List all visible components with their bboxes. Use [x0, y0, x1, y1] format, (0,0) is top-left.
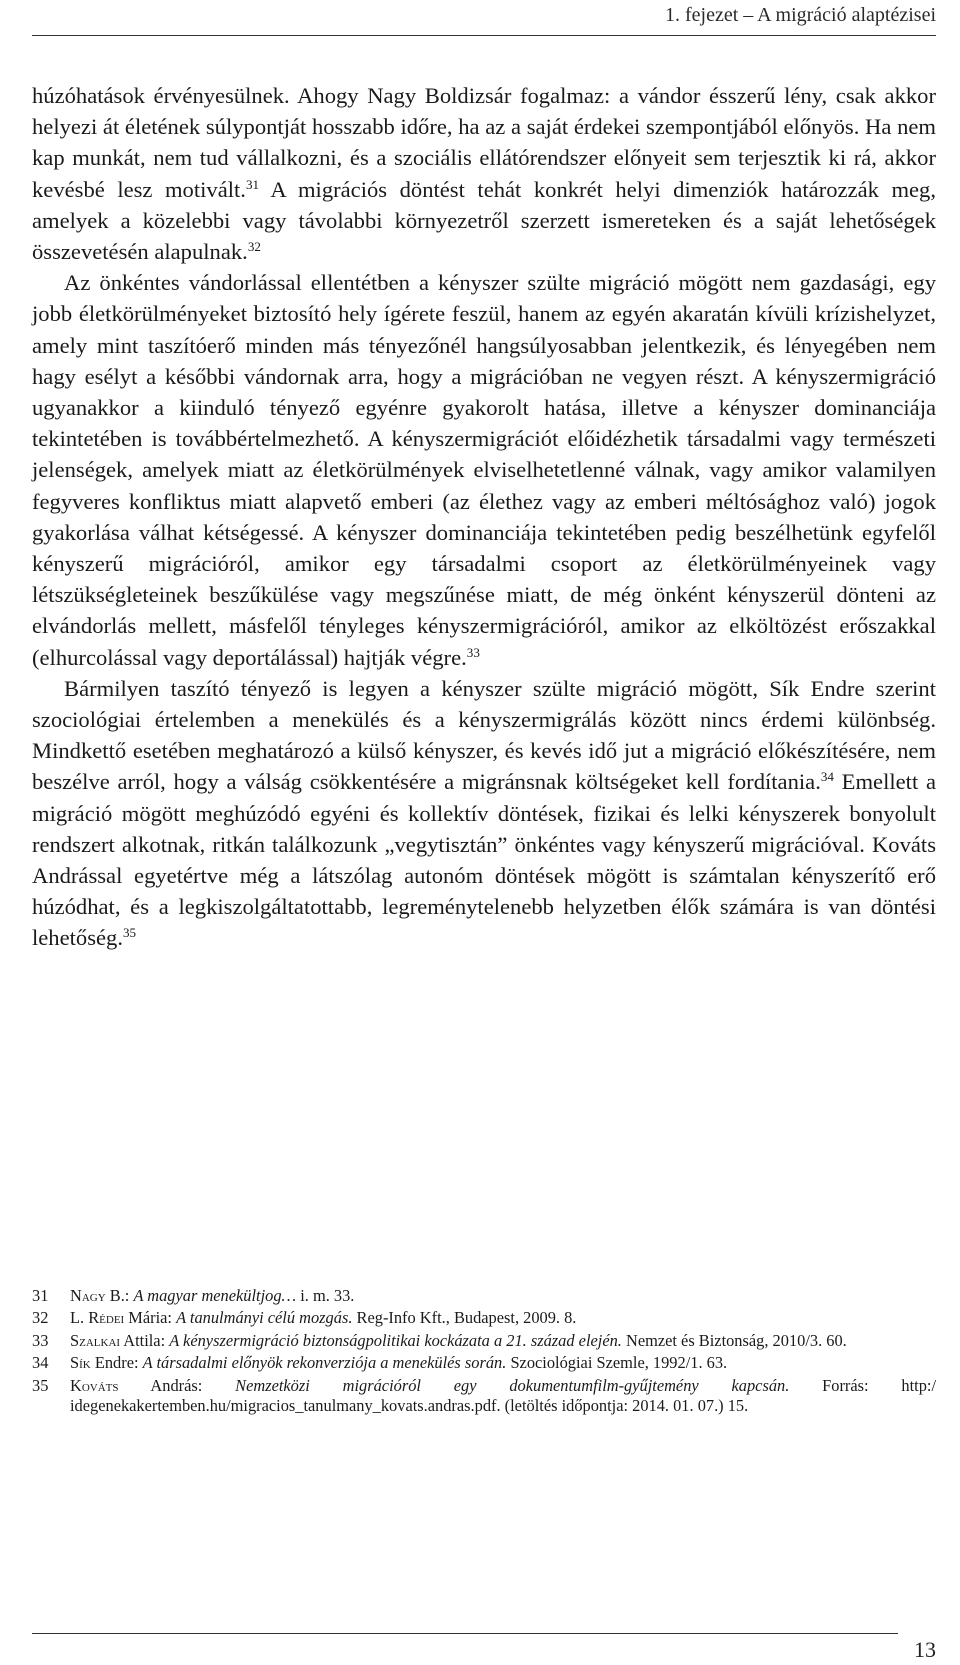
footnote-number: 31 — [32, 1286, 49, 1305]
footnote-author: Rédei — [88, 1308, 125, 1328]
footnote-text — [70, 1331, 936, 1351]
paragraph-1-text-a: húzóhatások érvényesülnek. Ahogy Nagy Boldizsár fogalmaz: a vándor ésszerű lény, csak akkor helyezi át életének súlypontját hosszabb időre, ha az a saját érdekei szempontjából előnyös. Ha nem kap munkát, nem tud vállalkozni, és a szociális ellátórendszer előnyeit sem terjesztik ki rá, akkor kevésbé lesz motivált. — [32, 83, 936, 202]
footnote-ref-35[interactable]: 35 — [122, 925, 137, 941]
footnote-rest: Forrás: http:/ idegenekakertemben.hu/migracios_tanulmany_kovats.andras.pdf. (letöltés időpontja: 2014. 01. 07.) 15. — [70, 1375, 936, 1416]
footnote-text — [70, 1376, 936, 1417]
footnote-title: A tanulmányi célú mozgás. — [176, 1308, 353, 1328]
footnote-author: Nagy B. — [70, 1286, 125, 1305]
footnote-separator: Mária: — [124, 1308, 177, 1328]
footnote-author: Sík — [70, 1353, 91, 1373]
footnote-ref-31[interactable]: 31 — [245, 176, 260, 192]
paragraph-3-text-b: Emellett a migráció mögött meghúzódó egyéni és kollektív döntések, fizikai és lelki kényszerek bonyolult rendszert alkotnak, ritkán találkozunk „vegytisztán” önkéntes vagy kényszerű migrációval. Kováts Andrással egyetértve még a látszólag autonóm döntések mögött is számtalan kényszerítő erő húzódhat, és a legkiszolgáltatottabb, legreménytelenebb helyzetben élők számára is van döntési lehetőség. — [32, 769, 936, 951]
footnote-title: A magyar menekültjog… — [133, 1286, 297, 1305]
footnote-number: 33 — [32, 1330, 49, 1350]
body-text — [32, 80, 936, 954]
footnote-separator: : — [124, 1286, 134, 1305]
footnote-33 — [32, 1331, 936, 1351]
paragraph-1 — [32, 80, 936, 267]
footnote-35 — [32, 1376, 936, 1417]
footnote-text — [70, 1286, 936, 1306]
footnote-34 — [32, 1353, 936, 1373]
footnote-number: 35 — [32, 1375, 49, 1395]
footnote-32 — [32, 1308, 936, 1328]
paragraph-2 — [32, 267, 936, 673]
footnote-title: A társadalmi előnyök rekonverziója a menekülés során. — [142, 1353, 507, 1373]
footnote-rest: Szociológiai Szemle, 1992/1. 63. — [506, 1353, 728, 1373]
footnotes — [32, 1286, 936, 1418]
footnote-separator: Endre: — [90, 1353, 143, 1373]
paragraph-3 — [32, 673, 936, 954]
header-rule — [32, 35, 936, 36]
footnote-text — [70, 1308, 936, 1328]
footnote-text — [70, 1353, 936, 1373]
footnote-rest: Reg-Info Kft., Budapest, 2009. 8. — [352, 1308, 577, 1328]
page-number: 13 — [914, 1637, 936, 1662]
paragraph-3-text-a: Bármilyen taszító tényező is legyen a kényszer szülte migráció mögött, Sík Endre szerint szociológiai értelemben a menekülés és a kényszermigrálás között nincs érdemi különbség. Mindkettő esetében meghatározó a külső kényszer, és kevés idő jut a migráció előkészítésére, nem beszélve arról, hogy a válság csökkentésére a migránsnak költségeket kell fordítania. — [32, 675, 936, 795]
footer-rule — [32, 1633, 898, 1634]
footnote-ref-32[interactable]: 32 — [247, 238, 261, 254]
footnote-separator: Attila: — [120, 1330, 170, 1350]
running-head: 1. fejezet – A migráció alaptézisei — [665, 4, 936, 26]
footnote-separator: András: — [118, 1375, 236, 1395]
footnote-rest: i. m. 33. — [296, 1286, 355, 1305]
footnote-author-initial: L. — [70, 1308, 89, 1328]
footnote-author: Kováts — [70, 1375, 119, 1395]
paragraph-1-text-b: A migrációs döntést tehát konkrét helyi dimenziók határozzák meg, amelyek a közelebbi vagy távolabbi környezetről szerzett ismereteken és a saját lehetőségek összevetésén alapulnak. — [32, 176, 937, 265]
footnote-title: Nemzetközi migrációról egy dokumentumfilm-gyűjtemény kapcsán. — [235, 1375, 790, 1395]
footnote-rest: Nemzet és Biztonság, 2010/3. 60. — [621, 1330, 847, 1350]
footnote-31 — [32, 1286, 936, 1306]
footnote-number: 34 — [32, 1353, 49, 1373]
footnote-title: A kényszermigráció biztonságpolitikai kockázata a 21. század elején. — [169, 1330, 622, 1350]
footnote-ref-34[interactable]: 34 — [820, 769, 834, 785]
footnote-author: Szalkai — [70, 1330, 121, 1350]
footnote-ref-33[interactable]: 33 — [466, 644, 480, 660]
footnote-number: 32 — [32, 1308, 49, 1328]
paragraph-2-text: Az önkéntes vándorlással ellentétben a kényszer szülte migráció mögött nem gazdasági, egy jobb életkörülményeket biztosító hely ígérete feszül, hanem az egyén akaratán kívüli krízishelyzet, amely mint taszítóerő minden más tényezőnél hangsúlyosabban jelentkezik, és lényegében nem hagy esélyt a későbbi vándornak arra, hogy a migrációban ne vegyen részt. A kényszermigráció ugyanakkor a kiinduló tényező egyénre gyakorolt hatása, illetve a kényszer dominanciája tekintetében is továbbértelmezhető. A kényszermigrációt előidézhetik társadalmi vagy természeti jelenségek, amelyek miatt az életkörülmények elviselhetetlenné válnak, vagy amikor valamilyen fegyveres konfliktus miatt alapvető emberi (az élethez vagy az emberi méltósághoz való) jogok gyakorlása válhat kétségessé. A kényszer dominanciája tekintetében pedig beszélhetünk egyfelől kényszerű migrációról, amikor egy társadalmi csoport az életkörülményeinek vagy létszükségleteinek beszűkülése vagy megszűnése miatt, de még önként kényszerül dönteni az elvándorlás mellett, másfelől tényleges kényszermigrációról, amikor az elköltözést erőszakkal (elhurcolással vagy deportálással) hajtják végre. — [32, 270, 936, 670]
